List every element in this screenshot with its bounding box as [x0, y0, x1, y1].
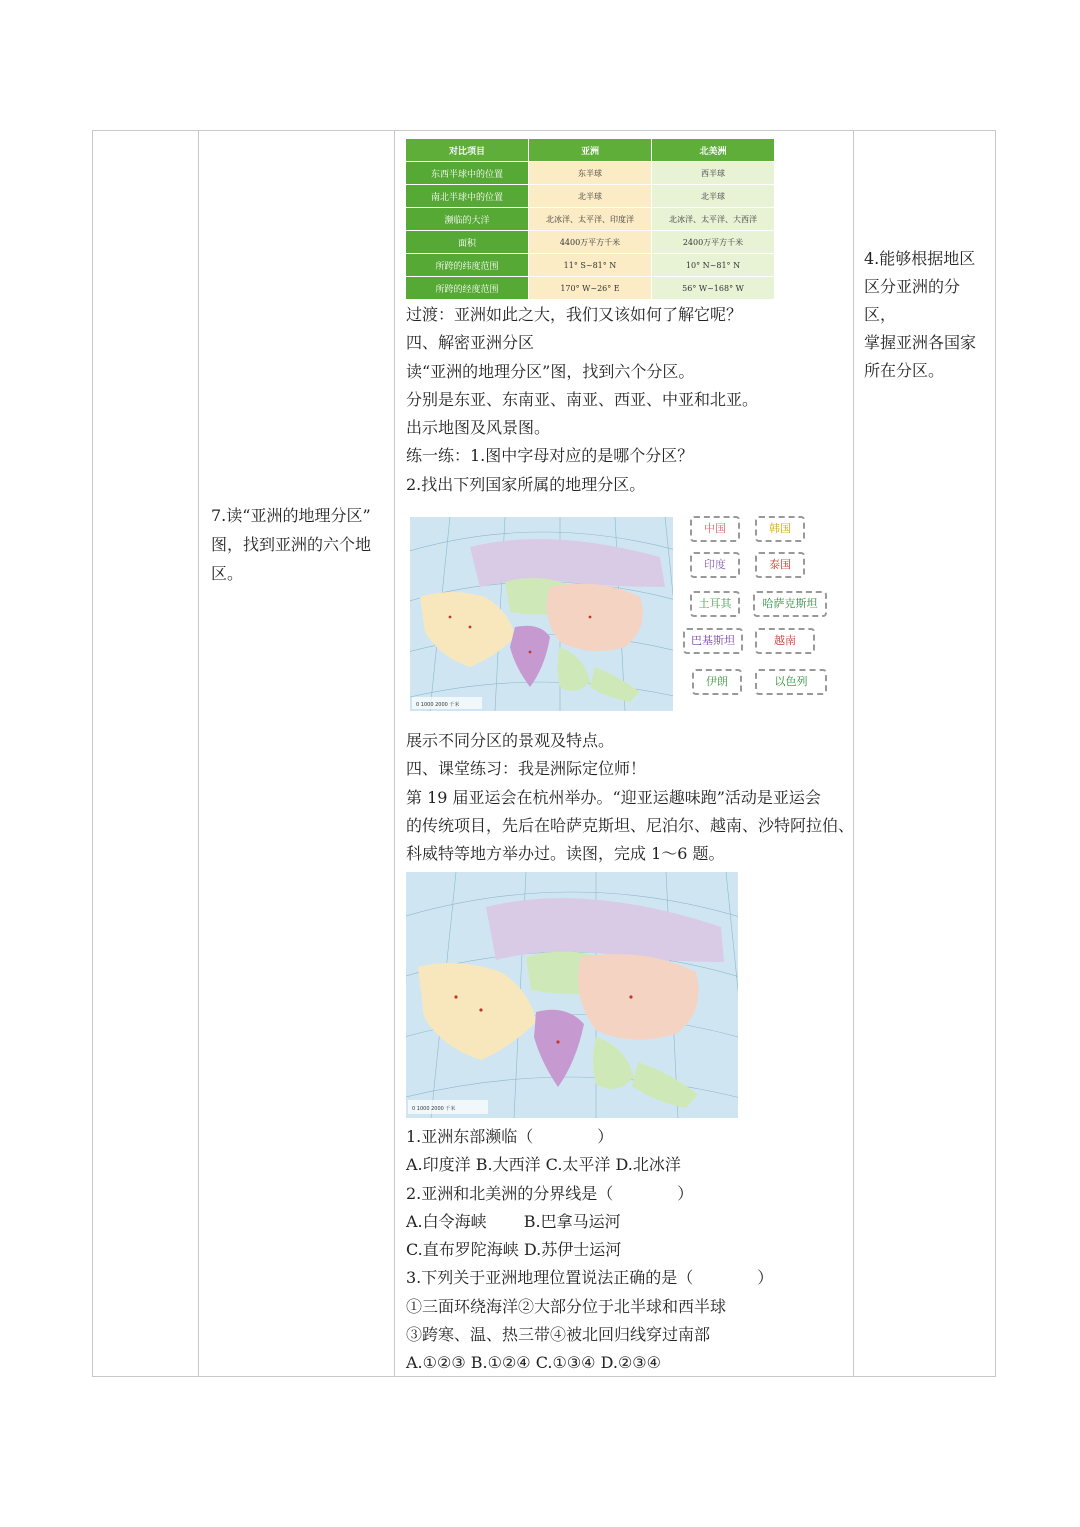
teaching-content-column: [395, 131, 854, 1376]
table-row: 南北半球中的位置 北半球 北半球: [406, 185, 774, 208]
question-options: C.直布罗陀海峡 D.苏伊士运河: [406, 1240, 622, 1260]
country-card[interactable]: 越南: [755, 628, 815, 654]
teaching-text-part1: 过渡：亚洲如此之大，我们又该如何了解它呢？ 四、解密亚洲分区 读“亚洲的地理分区”图，找到六个分区。 分别是东亚、东南亚、南亚、西亚、中亚和北亚。 出示地图及风景图。 练一练：1.图中字母对应的是哪个分区？ 2.找出下列国家所属的地理分区。: [406, 305, 759, 494]
country-card[interactable]: 伊朗: [692, 669, 742, 695]
table-row: 面积 4400万平方千米 2400万平方千米: [406, 231, 774, 254]
design-intent-column: [854, 131, 995, 1376]
asia-north-america-comparison-table: [406, 139, 774, 300]
country-card[interactable]: 土耳其: [690, 591, 740, 617]
question-options: A.白令海峡 B.巴拿马运河: [406, 1211, 621, 1231]
table-header-cell: 亚洲: [529, 139, 652, 162]
question-statement: ③跨寒、温、热三带④被北回归线穿过南部: [406, 1325, 711, 1345]
country-card[interactable]: 泰国: [755, 552, 805, 578]
table-header-cell: 对比项目: [406, 139, 529, 162]
asia-political-map: [406, 872, 738, 1118]
lesson-table: [92, 130, 996, 1377]
question-text: 2.亚洲和北美洲的分界线是（ ）: [406, 1183, 694, 1203]
table-header-cell: 北美洲: [652, 139, 774, 162]
blank-column: [93, 131, 199, 1376]
practice-questions: [406, 1123, 846, 1378]
map-scale: 0 1000 2000 千米: [416, 702, 460, 708]
asia-regions-map: [410, 517, 673, 711]
country-card[interactable]: 韩国: [755, 516, 805, 542]
student-activity-column: [199, 131, 395, 1376]
question-text: 3.下列关于亚洲地理位置说法正确的是（ ）: [406, 1268, 774, 1288]
question-text: 1.亚洲东部濒临（ ）: [406, 1127, 614, 1146]
country-card[interactable]: 哈萨克斯坦: [753, 591, 827, 617]
question-statement: ①三面环绕海洋②大部分位于北半球和西半球: [406, 1296, 727, 1316]
question-options: A.印度洋 B.大西洋 C.太平洋 D.北冰洋: [406, 1155, 681, 1175]
table-row: 东西半球中的位置 东半球 西半球: [406, 162, 774, 185]
student-activity-text: 7.读“亚洲的地理分区” 图，找到亚洲的六个地 区。: [211, 506, 372, 583]
design-intent-text: 4.能够根据地区 区分亚洲的分区， 掌握亚洲各国家 所在分区。: [864, 249, 977, 380]
country-card[interactable]: 巴基斯坦: [683, 628, 743, 654]
country-card[interactable]: 以色列: [755, 669, 827, 695]
table-header-row: [406, 139, 774, 162]
question-options: A.①②③ B.①②④ C.①③④ D.②③④: [406, 1353, 661, 1373]
country-card[interactable]: 印度: [690, 552, 740, 578]
teaching-text-part2: 展示不同分区的景观及特点。 四、课堂练习：我是洲际定位师！ 第 19 届亚运会在杭州举办。“迎亚运趣味跑”活动是亚运会 的传统项目，先后在哈萨克斯坦、尼泊尔、越南、沙特阿拉伯、 科威特等地方举办过。读图，完成 1～6 题。: [406, 731, 855, 864]
table-row: 所跨的经度范围 170° W~26° E 56° W~168° W: [406, 277, 774, 300]
country-card[interactable]: 中国: [690, 516, 740, 542]
map-scale: 0 1000 2000 千米: [412, 1106, 456, 1112]
table-row: 濒临的大洋 北冰洋、太平洋、印度洋 北冰洋、太平洋、大西洋: [406, 208, 774, 231]
table-row: 所跨的纬度范围 11° S~81° N 10° N~81° N: [406, 254, 774, 277]
